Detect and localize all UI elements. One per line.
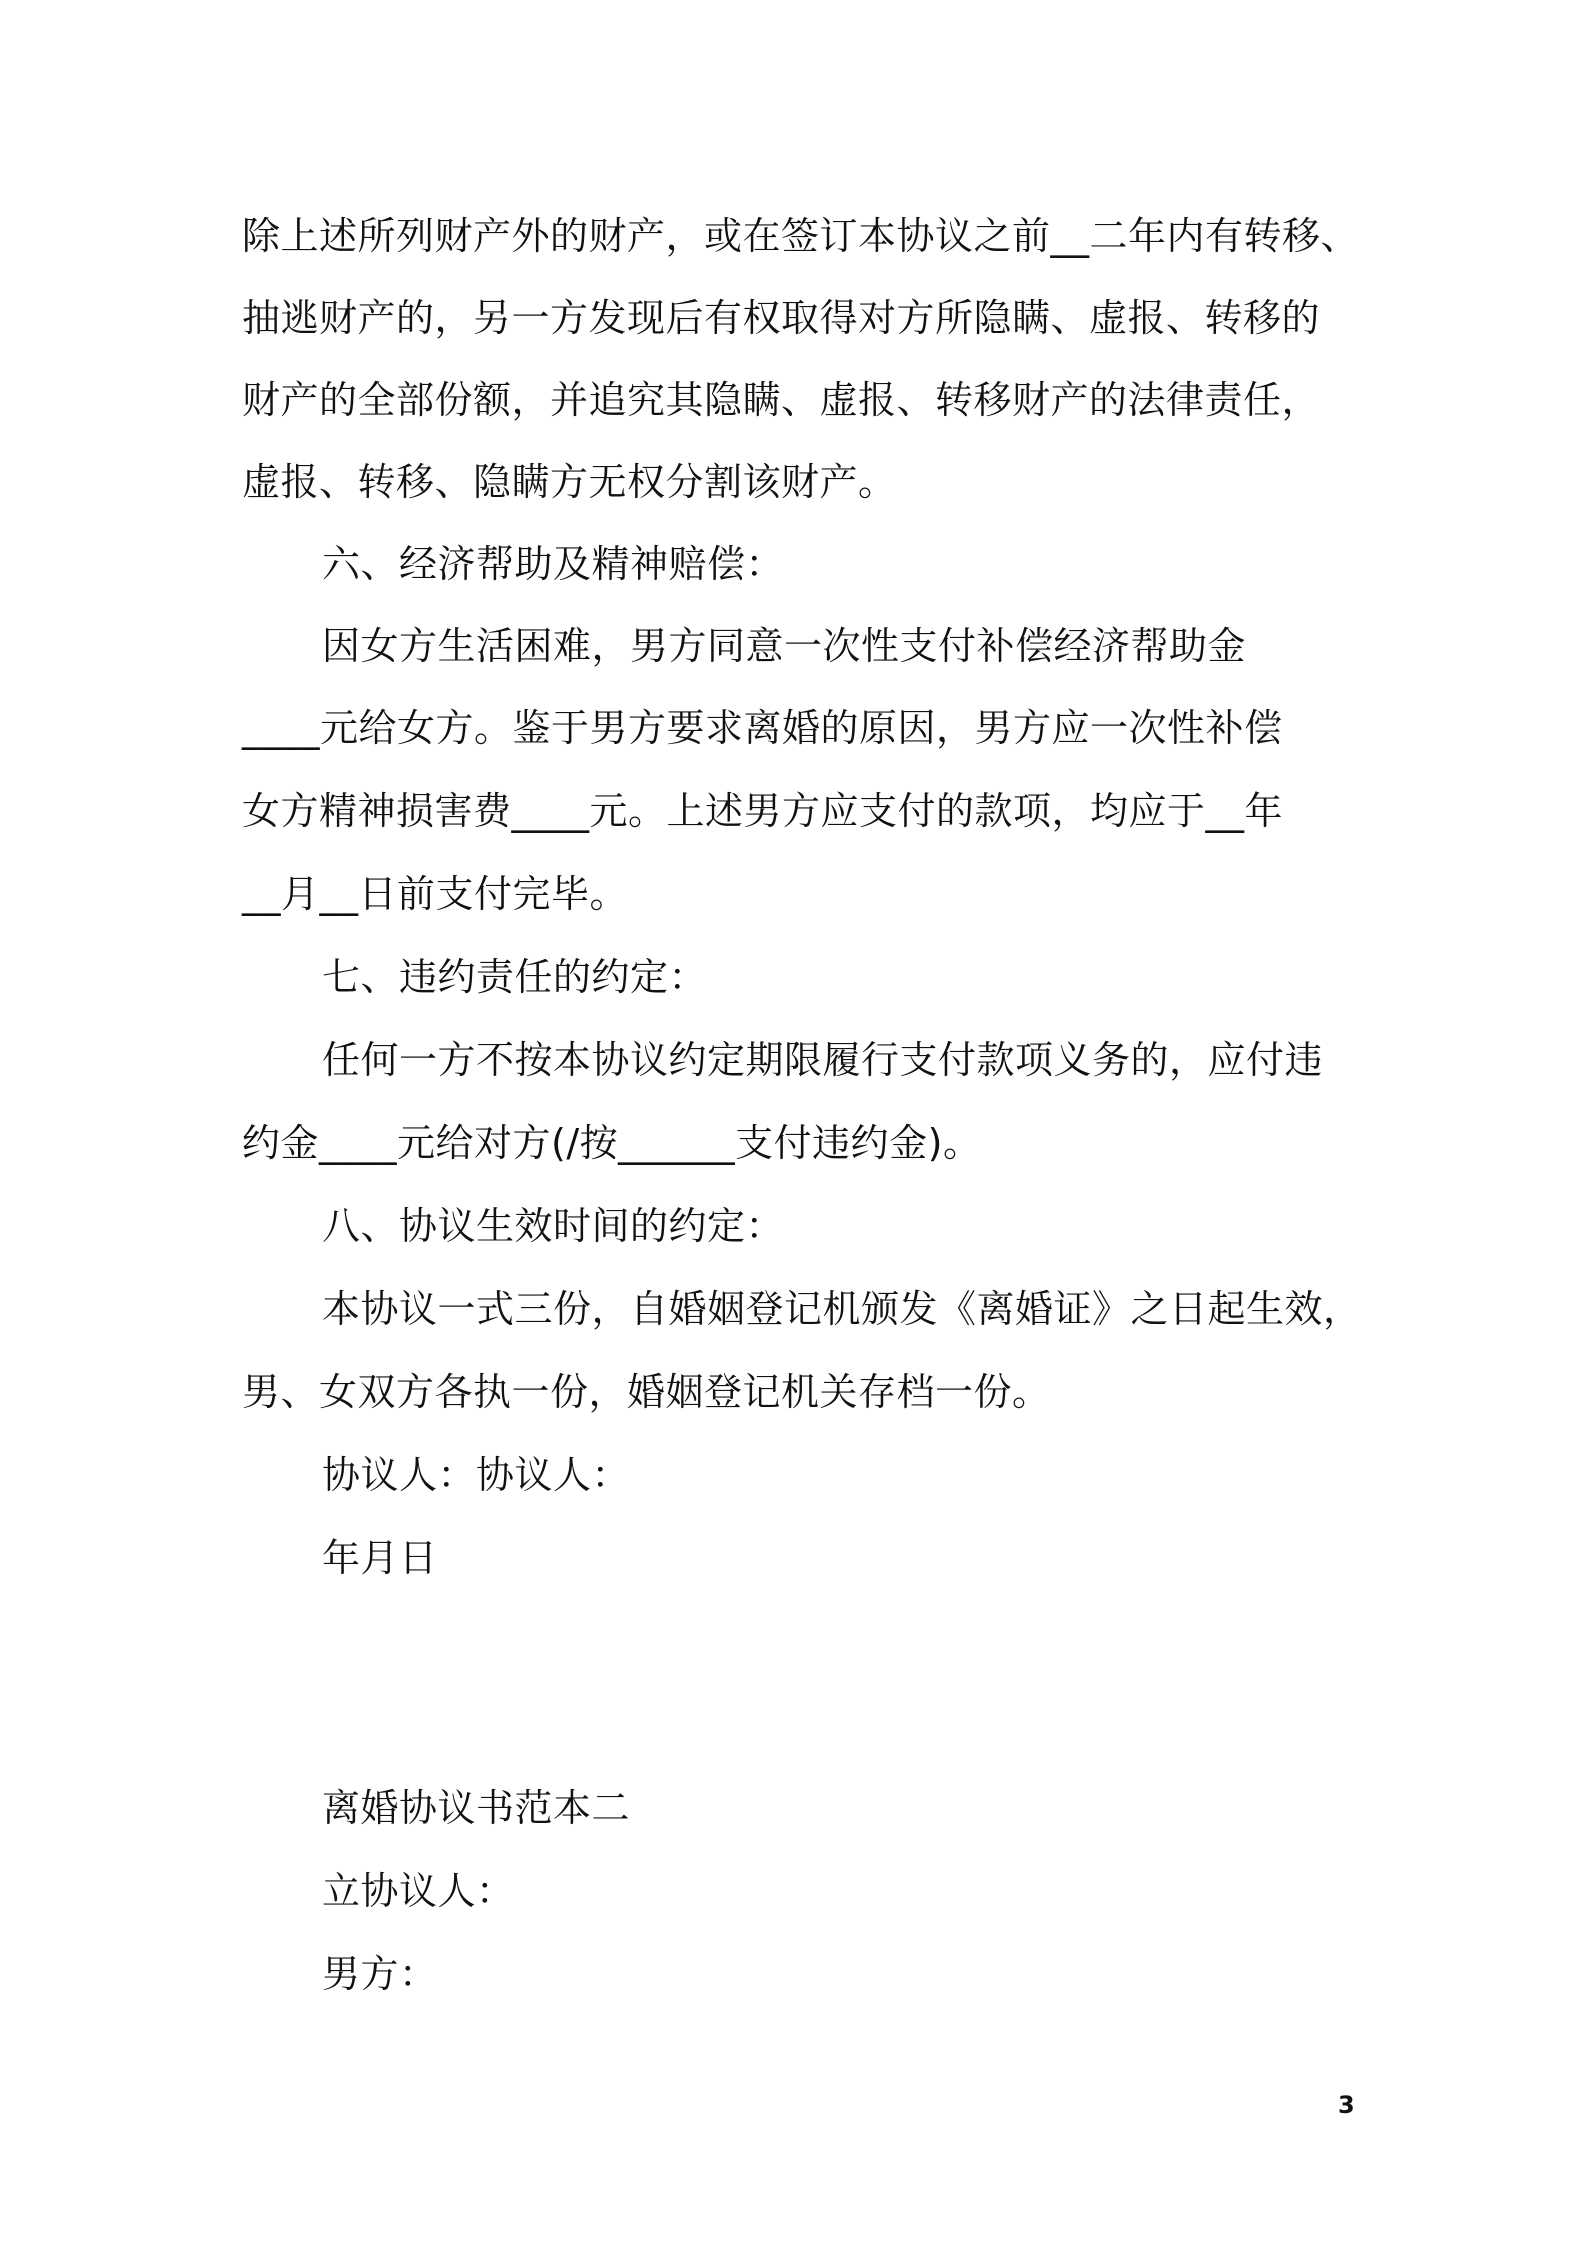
paragraph-line: 约金____元给对方(/按______支付违约金)。 xyxy=(242,1121,982,1165)
section-heading-7: 七、违约责任的约定： xyxy=(322,955,708,999)
paragraph-line: 女方精神损害费____元。上述男方应支付的款项，均应于__年 xyxy=(242,789,1284,833)
section-heading-8: 八、协议生效时间的约定： xyxy=(322,1204,785,1248)
male-party-label: 男方： xyxy=(322,1952,438,1996)
paragraph-line: 任何一方不按本协议约定期限履行支付款项义务的，应付违 xyxy=(322,1038,1324,1082)
paragraph-line: __月__日前支付完毕。 xyxy=(242,872,629,916)
sample-title: 离婚协议书范本二 xyxy=(322,1786,631,1830)
paragraph-line: 财产的全部份额，并追究其隐瞒、虚报、转移财产的法律责任， xyxy=(242,378,1321,422)
paragraph-line: 男、女双方各执一份，婚姻登记机关存档一份。 xyxy=(242,1370,1051,1414)
paragraph-line: 抽逃财产的，另一方发现后有权取得对方所隐瞒、虚报、转移的 xyxy=(242,296,1321,340)
paragraph-line: 因女方生活困难，男方同意一次性支付补偿经济帮助金 xyxy=(322,624,1247,668)
party-label: 立协议人： xyxy=(322,1869,515,1913)
section-heading-6: 六、经济帮助及精神赔偿： xyxy=(322,542,785,586)
paragraph-line: 除上述所列财产外的财产，或在签订本协议之前__二年内有转移、 xyxy=(242,214,1360,258)
date-line: 年月日 xyxy=(322,1536,438,1580)
signature-line: 协议人：协议人： xyxy=(322,1453,631,1497)
paragraph-line: ____元给女方。鉴于男方要求离婚的原因，男方应一次性补偿 xyxy=(242,706,1283,750)
paragraph-line: 虚报、转移、隐瞒方无权分割该财产。 xyxy=(242,460,897,504)
paragraph-line: 本协议一式三份，自婚姻登记机颁发《离婚证》之日起生效， xyxy=(322,1287,1362,1331)
page-number: 3 xyxy=(1338,2091,1355,2119)
